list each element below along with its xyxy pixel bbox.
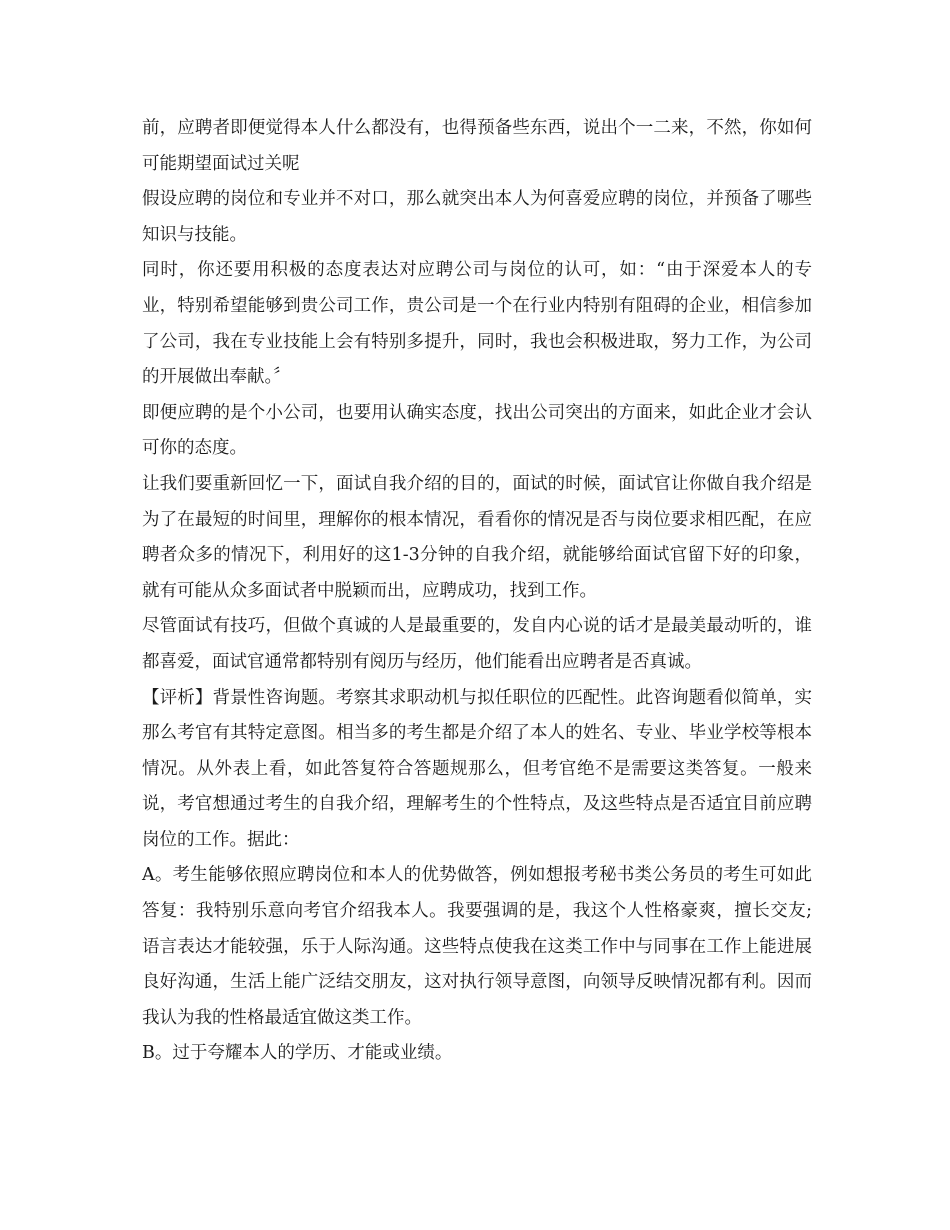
paragraph-mismatched-major: 假设应聘的岗位和专业并不对口，那么就突出本人为何喜爱应聘的岗位，并预备了哪些知识与技能。 <box>142 189 812 245</box>
paragraph-option-a: A。考生能够依照应聘岗位和本人的优势做答，例如想报考秘书类公务员的考生可如此答复：我特别乐意向考官介绍我本人。我要强调的是，我这个人性格豪爽，擅长交友;语言表达才能较强，乐于人际沟通。这些特点使我在这类工作中与同事在工作上能进展良好沟通，生活上能广泛结交朋友，这对执行领导意图，向领导反映情况都有利。因而我认为我的性格最适宜做这类工作。 <box>142 865 812 1028</box>
paragraph-option-b: B。过于夸耀本人的学历、才能或业绩。 <box>142 1043 453 1064</box>
paragraph-interview-preparation: 前，应聘者即便觉得本人什么都没有，也得预备些东西，说出个一二来，不然，你如何可能期望面试过关呢 <box>142 118 812 174</box>
paragraph-self-intro-purpose: 让我们要重新回忆一下，面试自我介绍的目的，面试的时候，面试官让你做自我介绍是为了在最短的时间里，理解你的根本情况，看看你的情况是否与岗位要求相匹配，在应聘者众多的情况下，利用好的这1-3分钟的自我介绍，就能够给面试官留下好的印象，就有可能从众多面试者中脱颖而出，应聘成功，找到工作。 <box>142 473 812 601</box>
paragraph-analysis: 【评析】背景性咨询题。考察其求职动机与拟任职位的匹配性。此咨询题看似简单，实那么考官有其特定意图。相当多的考生都是介绍了本人的姓名、专业、毕业学校等根本情况。从外表上看，如此答复符合答题规那么，但考官绝不是需要这类答复。一般来说，考官想通过考生的自我介绍，理解考生的个性特点，及这些特点是否适宜目前应聘岗位的工作。据此： <box>142 687 812 850</box>
paragraph-positive-attitude: 同时，你还要用积极的态度表达对应聘公司与岗位的认可，如：“由于深爱本人的专业，特别希望能够到贵公司工作，贵公司是一个在行业内特别有阻碍的企业，相信参加了公司，我在专业技能上会有特别多提升，同时，我也会积极进取，努力工作，为公司的开展做出奉献。〞 <box>142 260 812 388</box>
paragraph-sincerity: 尽管面试有技巧，但做个真诚的人是最重要的，发自内心说的话才是最美最动听的，谁都喜爱，面试官通常都特别有阅历与经历，他们能看出应聘者是否真诚。 <box>142 616 812 672</box>
document-body <box>142 111 812 1072</box>
paragraph-small-company: 即便应聘的是个小公司，也要用认确实态度，找出公司突出的方面来，如此企业才会认可你的态度。 <box>142 402 812 459</box>
